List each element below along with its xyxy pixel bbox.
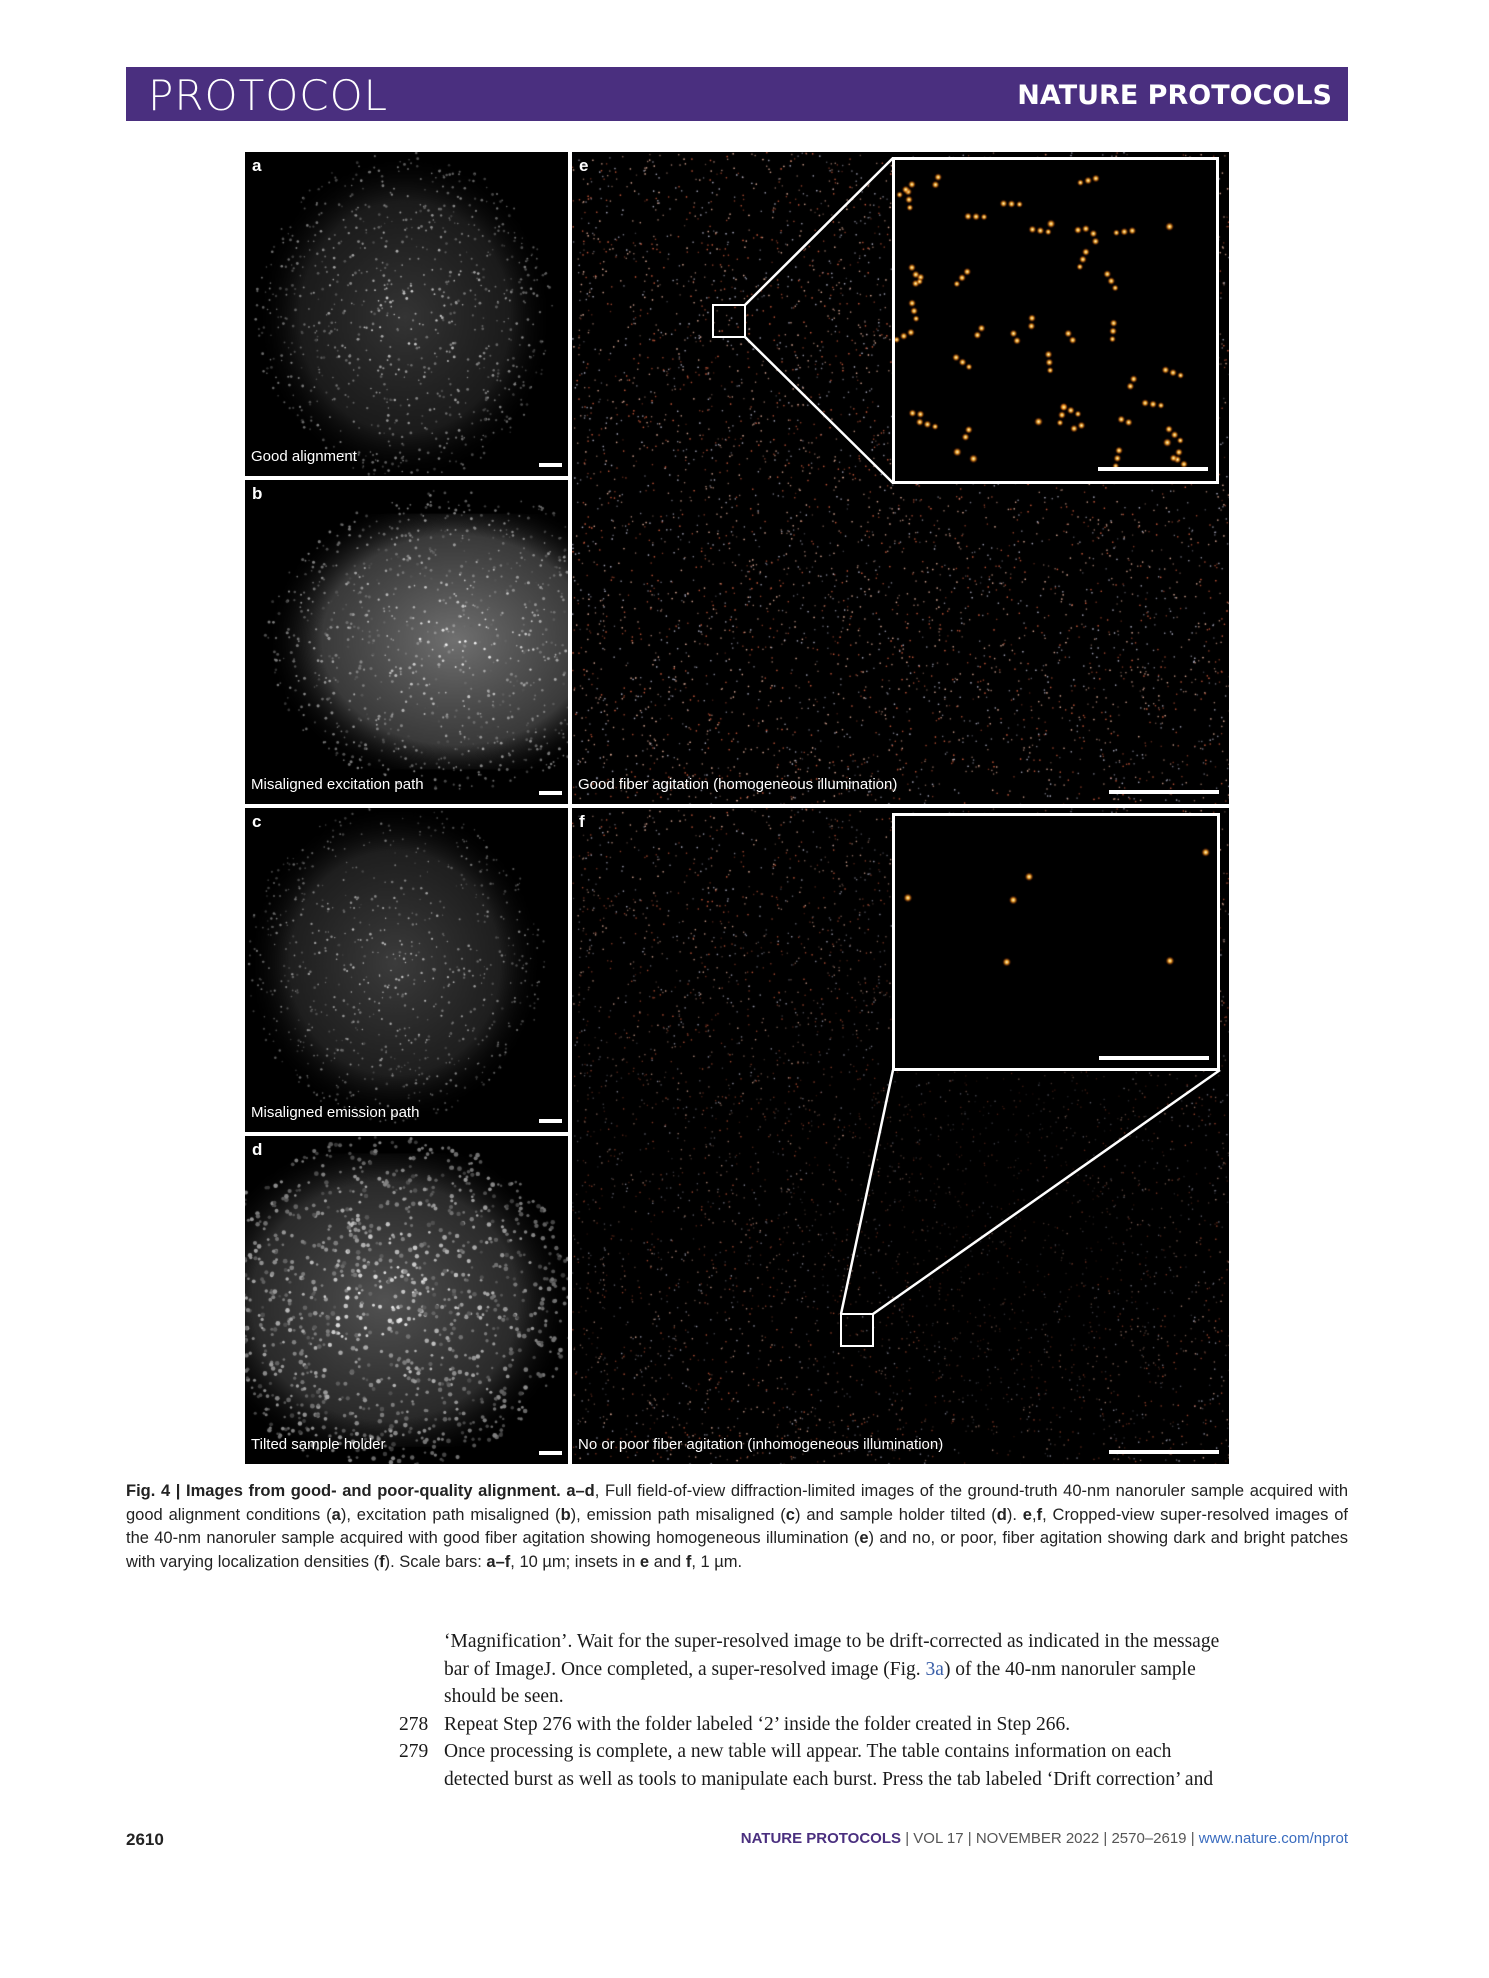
panel-e — [572, 152, 1229, 804]
body-text — [399, 1628, 1348, 1793]
footer-citation: NATURE PROTOCOLS | VOL 17 | NOVEMBER 2022 | 2570–2619 | www.nature.com/nprot — [740, 1830, 1348, 1847]
scale-bar — [539, 791, 562, 795]
panel-e-label: e — [579, 156, 589, 175]
panel-a — [245, 152, 568, 476]
section-title: PROTOCOL — [148, 71, 389, 120]
zoom-region — [840, 1313, 874, 1347]
inset-scale-bar — [1099, 1056, 1209, 1060]
panel-c-image — [245, 808, 568, 1132]
panel-c — [245, 808, 568, 1132]
page-number: 2610 — [126, 1830, 164, 1849]
panel-a-label: a — [252, 156, 262, 175]
inset-e — [892, 157, 1219, 484]
text-line: should be seen. — [444, 1686, 564, 1707]
page-header — [126, 67, 1348, 121]
panel-b-image — [245, 480, 568, 804]
step-278: 278 Repeat Step 276 with the folder labeled ‘2’ inside the folder created in Step 266. — [444, 1711, 1348, 1739]
text-line: bar of ImageJ. Once completed, a super-resolved image (Fig. 3a) of the 40-nm nanoruler sample — [444, 1658, 1196, 1680]
panel-d-label: d — [252, 1140, 263, 1159]
scale-bar — [539, 1119, 562, 1123]
panel-e-caption: Good fiber agitation (homogeneous illumination) — [578, 776, 898, 793]
panel-d-image — [245, 1136, 568, 1464]
inset-f-image — [895, 816, 1217, 1068]
step-number: 278 — [399, 1713, 429, 1735]
figure-link[interactable]: 3a — [925, 1658, 944, 1680]
scale-bar — [1109, 790, 1219, 794]
panel-c-label: c — [252, 812, 262, 831]
panel-b-label: b — [252, 484, 263, 503]
text-line: detected burst as well as tools to manipulate each burst. Press the tab labeled ‘Drift correction’ and — [444, 1768, 1214, 1790]
journal-name: NATURE PROTOCOLS — [1017, 80, 1332, 111]
scale-bar — [539, 463, 562, 467]
inset-scale-bar — [1098, 467, 1208, 471]
scale-bar — [539, 1451, 562, 1455]
step-number: 279 — [399, 1741, 429, 1762]
zoom-region — [712, 304, 746, 338]
panel-c-caption: Misaligned emission path — [251, 1104, 420, 1121]
panel-d — [245, 1136, 568, 1464]
panel-b-caption: Misaligned excitation path — [251, 776, 424, 793]
panel-b — [245, 480, 568, 804]
panel-a-image — [245, 152, 568, 476]
panel-f-label: f — [579, 812, 585, 831]
inset-f — [892, 813, 1220, 1071]
step-279: 279 Once processing is complete, a new table will appear. The table contains information on each — [444, 1738, 1348, 1766]
inset-e-image — [895, 160, 1216, 481]
journal-url[interactable]: www.nature.com/nprot — [1198, 1830, 1348, 1847]
panel-f-caption: No or poor fiber agitation (inhomogeneous illumination) — [578, 1436, 944, 1453]
panel-a-caption: Good alignment — [251, 448, 357, 465]
figure-4 — [245, 152, 1229, 1464]
caption-title: Fig. 4 | Images from good- and poor-quality alignment. — [126, 1482, 561, 1500]
text-line: ‘Magnification’. Wait for the super-resolved image to be drift-corrected as indicated in the message — [444, 1631, 1220, 1652]
scale-bar — [1109, 1450, 1219, 1454]
panel-f — [572, 808, 1229, 1464]
figure-caption: Fig. 4 | Images from good- and poor-quality alignment. a–d, Full field-of-view diffraction-limited images of the ground-truth 40-nm nanoruler sample acquired with good alignment conditions (a), excitation path misaligned (b), emission path misaligned (c) and sample holder tilted (d). e,f, Cropped-view super-resolved images of the 40-nm nanoruler sample acquired with good fiber agitation showing homogeneous illumination (e) and no, or poor, fiber agitation showing dark and bright patches with varying localization densities (f). Scale bars: a–f, 10 µm; insets in e and f, 1 µm. — [126, 1482, 1349, 1571]
panel-d-caption: Tilted sample holder — [251, 1436, 386, 1453]
